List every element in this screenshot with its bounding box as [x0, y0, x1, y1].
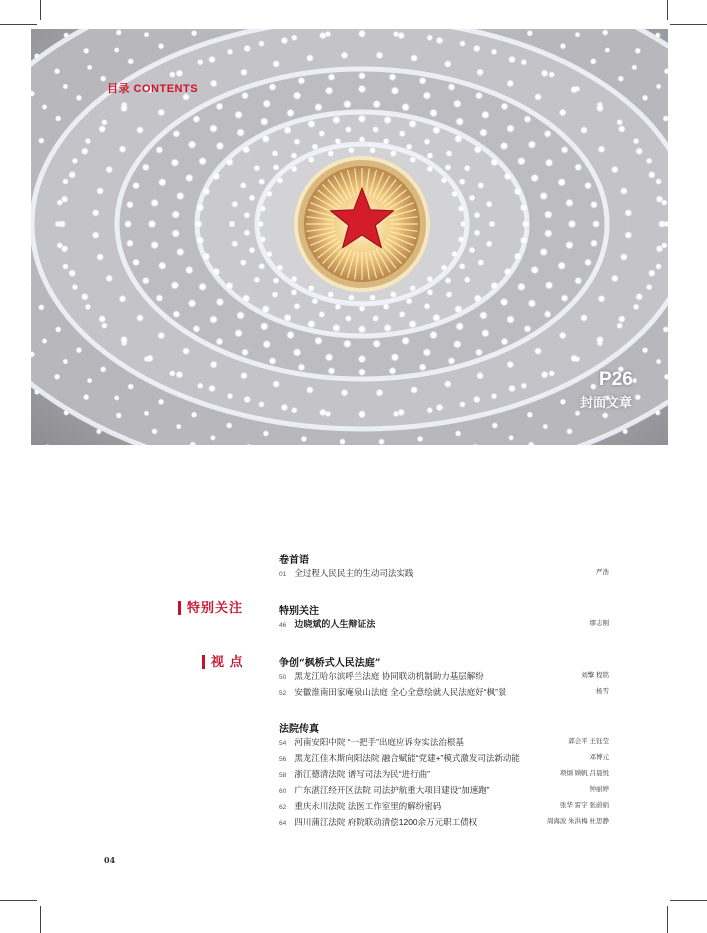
page-number: 56: [279, 756, 287, 763]
article-title: 重庆永川法院 法医工作室里的解纷密码: [294, 801, 442, 811]
article-title: 广东湛江经开区法院 司法护航重大项目建设“加速跑”: [294, 785, 490, 795]
section-title: 争创“枫桥式人民法庭”: [279, 658, 381, 669]
article-author: 张华 雷宇 张蔚娟: [559, 802, 609, 809]
toc-section-fengqiao: [279, 654, 609, 700]
article-author: 刘擎 程铭: [581, 672, 609, 679]
page-number: 46: [279, 622, 287, 629]
crop-mark: [40, 0, 41, 20]
page-folio: 04: [104, 855, 116, 865]
section-title: 卷首语: [279, 555, 309, 566]
page-number: 64: [279, 820, 287, 827]
article-author: 项炯 顾帆 吕晨悦: [559, 770, 609, 777]
cover-photo: [31, 29, 668, 445]
article-author: 缪志刚: [589, 620, 609, 627]
contents-label: 目录 CONTENTS: [107, 83, 199, 95]
toc-item[interactable]: [279, 798, 609, 814]
article-title: 河南安阳中院 “一把手”出庭应诉夯实法治根基: [294, 737, 464, 747]
article-author: 郭会平 王钰莹: [568, 738, 609, 745]
toc-item[interactable]: [279, 668, 609, 684]
crop-mark: [0, 900, 37, 901]
page-number: 52: [279, 690, 287, 697]
viewpoint-tag: 视 点: [202, 655, 244, 669]
page-number: 54: [279, 740, 287, 747]
article-title: 四川蒲江法院 府院联动清偿1200余万元职工债权: [294, 817, 478, 827]
page-number: 60: [279, 788, 287, 795]
cover-story-label[interactable]: 封面文章: [580, 395, 633, 410]
toc-item[interactable]: [279, 565, 609, 581]
crop-mark: [667, 906, 668, 933]
article-author: 周海波 朱洪梅 杜思静: [546, 818, 609, 825]
toc-item[interactable]: [279, 814, 609, 830]
article-author: 邓博元: [589, 754, 609, 761]
toc-section-preface: [279, 551, 609, 581]
page-number: 50: [279, 674, 287, 681]
page-number: 58: [279, 772, 287, 779]
cover-page-ref[interactable]: P26: [599, 369, 633, 390]
crop-mark: [0, 24, 37, 25]
toc-item[interactable]: [279, 616, 609, 632]
toc-section-special-focus: [279, 602, 609, 632]
special-focus-tag: 特别关注: [178, 601, 243, 615]
toc-item[interactable]: [279, 766, 609, 782]
page-number: 62: [279, 804, 287, 811]
toc-item[interactable]: [279, 684, 609, 700]
toc-section-court-news: [279, 720, 609, 830]
article-title: 安徽淮南田家庵泉山法庭 全心全意绘就人民法庭好“枫”景: [294, 687, 507, 697]
crop-mark: [667, 0, 668, 20]
toc-item[interactable]: [279, 750, 609, 766]
crop-mark: [670, 900, 707, 901]
section-title: 特别关注: [279, 606, 319, 617]
crop-mark: [40, 906, 41, 933]
article-author: 严浩: [596, 569, 609, 576]
toc-item[interactable]: [279, 734, 609, 750]
article-title: 边晓斌的人生辩证法: [294, 620, 376, 630]
article-title: 浙江德清法院 谱写司法为民“进行曲”: [294, 769, 430, 779]
page-number: 01: [279, 571, 287, 578]
article-title: 黑龙江哈尔滨呼兰法庭 协同联动机制助力基层解纷: [294, 671, 484, 681]
section-title: 法院传真: [279, 724, 319, 735]
article-author: 钟丽婷: [589, 786, 609, 793]
article-author: 杨雪: [596, 688, 609, 695]
article-title: 全过程人民民主的生动司法实践: [294, 568, 414, 578]
article-title: 黑龙江佳木斯向阳法院 融合赋能“党建+”模式激发司法新动能: [294, 753, 520, 763]
crop-mark: [670, 24, 707, 25]
toc-item[interactable]: [279, 782, 609, 798]
